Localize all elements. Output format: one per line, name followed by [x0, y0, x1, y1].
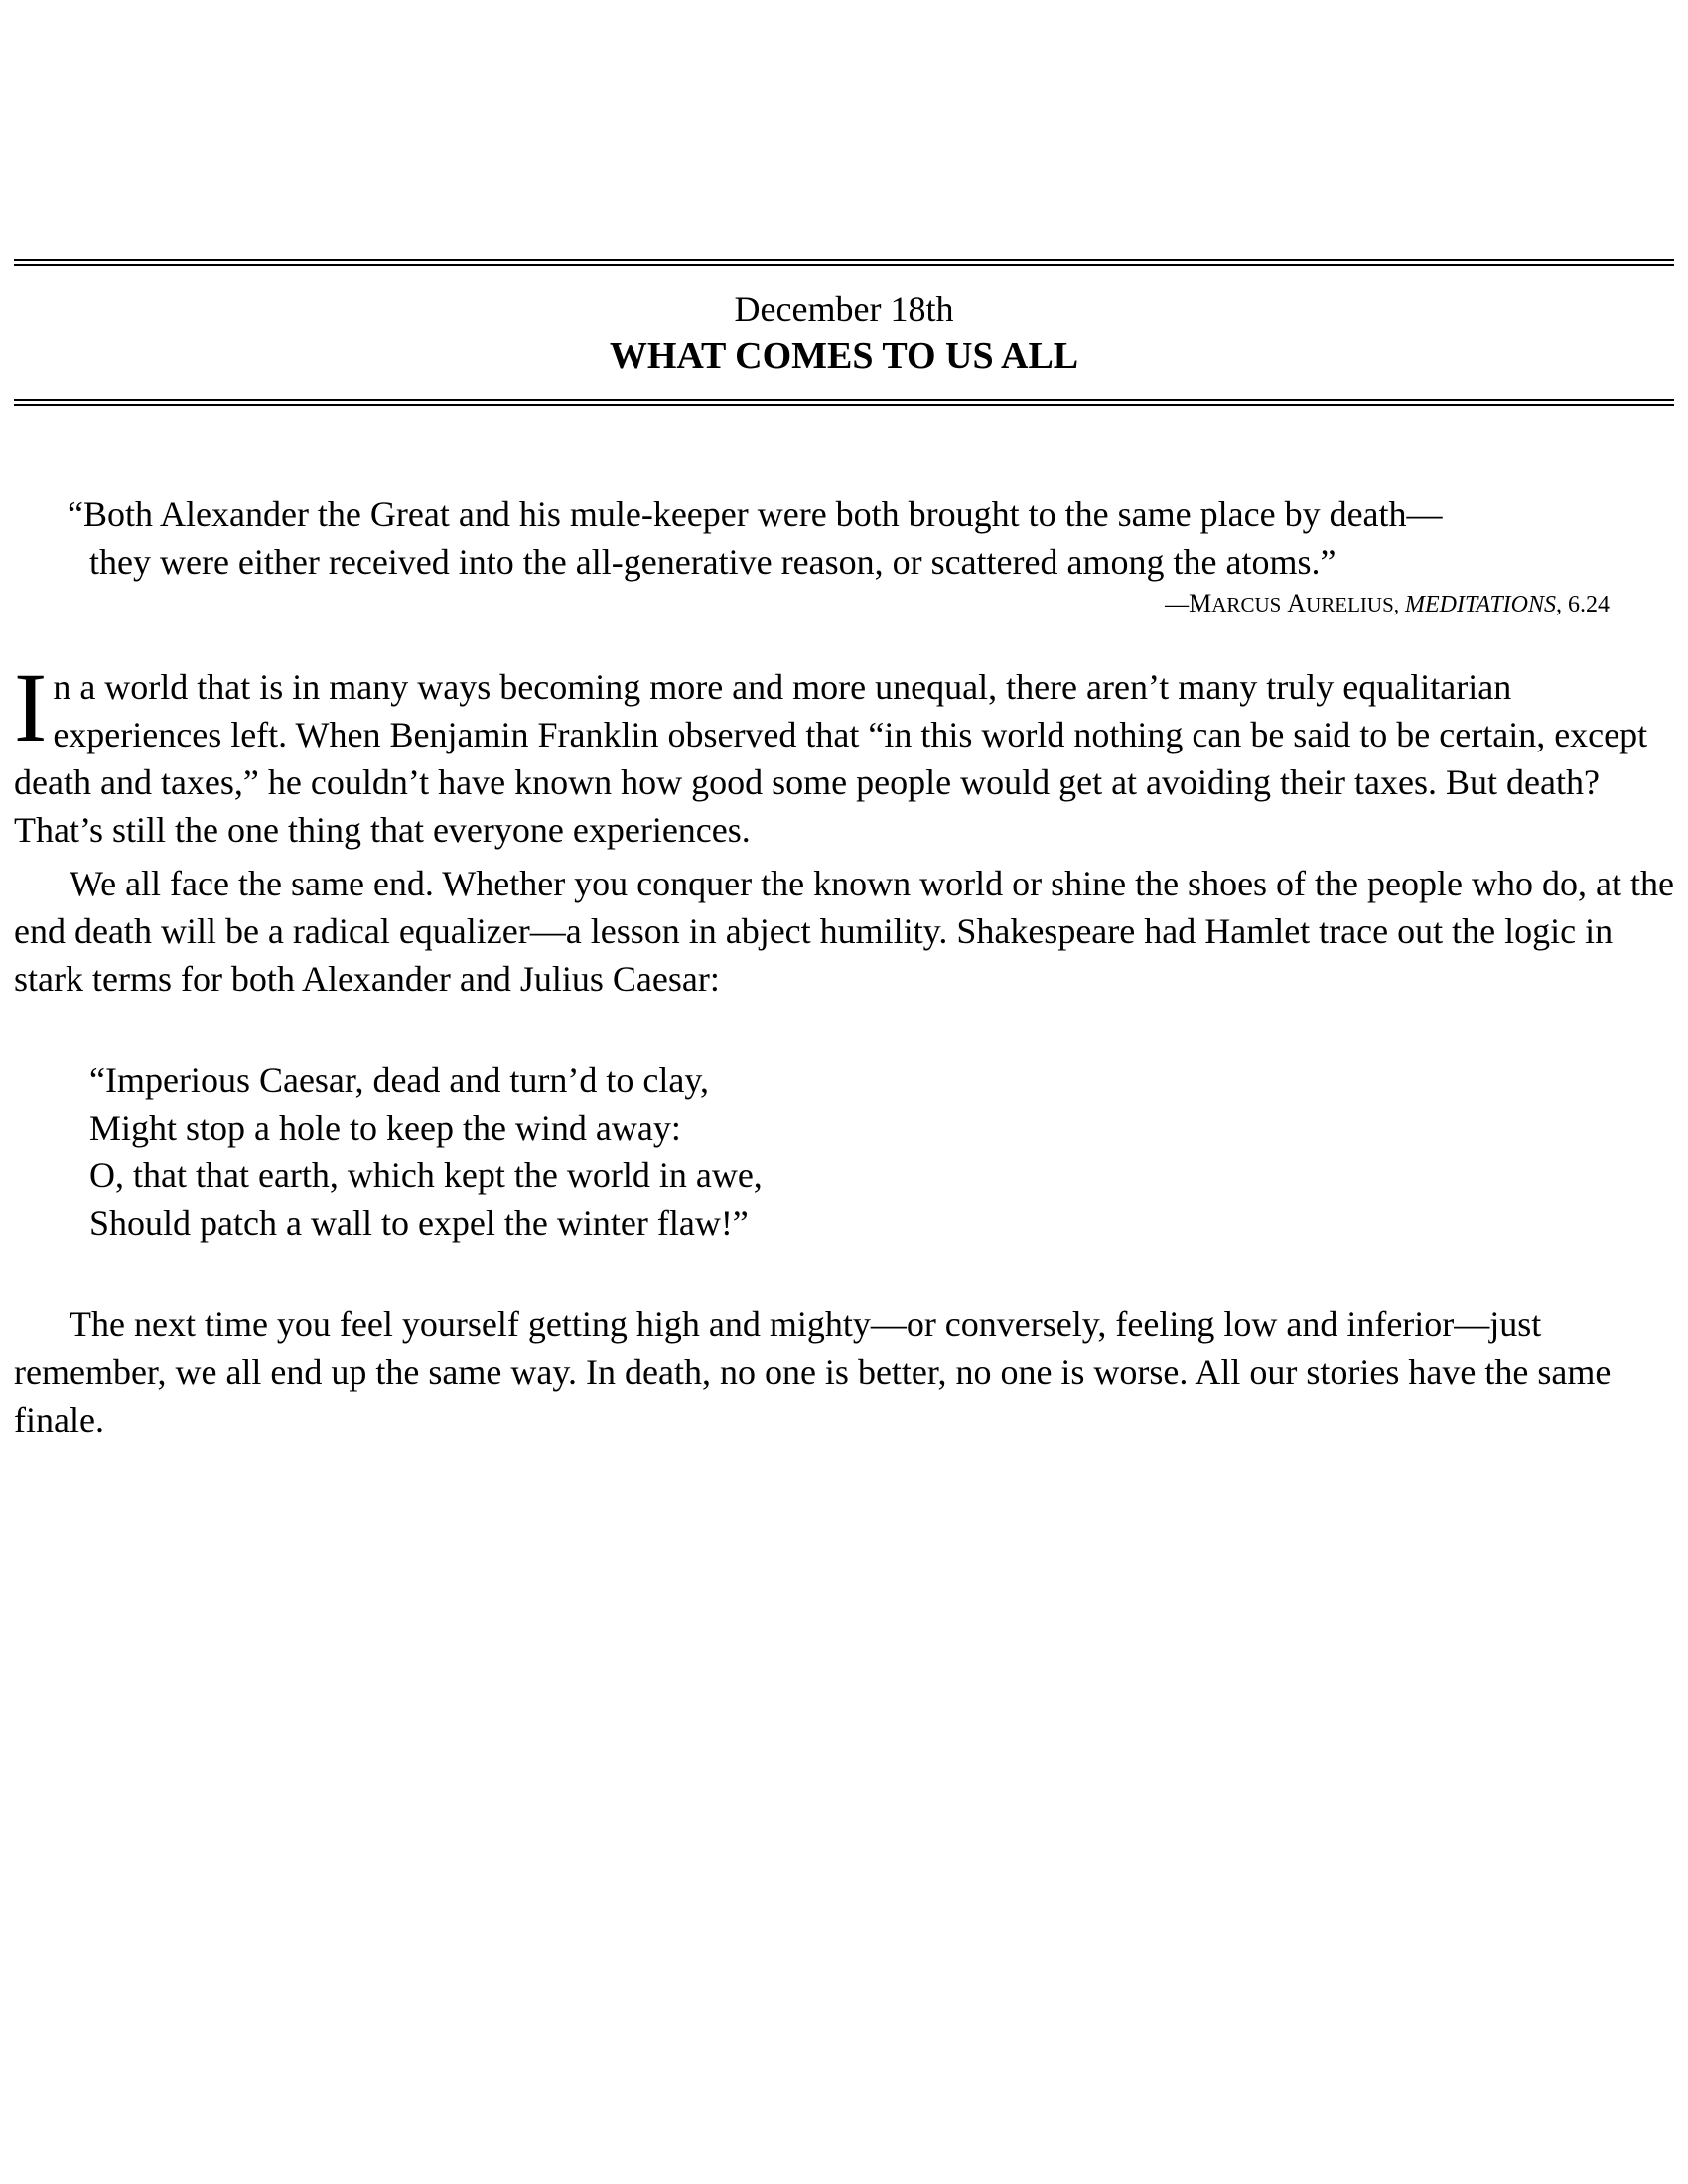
paragraph-3: The next time you feel yourself getting high and mighty—or conversely, feeling low and inferior—just remember, we all end up the same way. In death, no one is better, no one is worse. All our stories have the same finale.: [14, 1304, 1612, 1439]
header-bottom-rule: [14, 399, 1674, 406]
entry-date: December 18th: [734, 289, 954, 329]
epigraph-line-2: they were either received into the all-generative reason, or scattered among the atoms.”: [89, 542, 1336, 582]
epigraph-attribution: [1165, 589, 1610, 619]
entry-title: WHAT COMES TO US ALL: [609, 336, 1079, 377]
verse-quote: [89, 1056, 763, 1247]
attribution-dash: —: [1165, 592, 1190, 617]
author-first-rest: ARCUS: [1211, 593, 1282, 616]
author-first-initial: M: [1189, 589, 1212, 617]
work-reference: , 6.24: [1556, 592, 1610, 617]
work-title: MEDITATIONS: [1405, 592, 1556, 617]
verse-line-2: Might stop a hole to keep the wind away:: [89, 1108, 681, 1148]
paragraph-2: We all face the same end. Whether you conquer the known world or shine the shoes of the people who do, at the end death will be a radical equalizer—a lesson in abject humility. Shakespeare had Hamlet trace out the logic in stark terms for both Alexander and Julius Caesar:: [14, 864, 1674, 999]
epigraph-line-1: “Both Alexander the Great and his mule-keeper were both brought to the same place by death—: [68, 494, 1443, 534]
drop-cap: I: [14, 652, 48, 762]
paragraph-1: [14, 652, 1674, 854]
verse-line-1: “Imperious Caesar, dead and turn’d to clay,: [89, 1060, 709, 1100]
epigraph-quote: [68, 490, 1597, 586]
author-last-initial: A: [1287, 589, 1307, 617]
verse-line-4: Should patch a wall to expel the winter flaw!”: [89, 1203, 749, 1243]
paragraph-1-text: n a world that is in many ways becoming more and more unequal, there aren’t many truly equalitarian experiences left. When Benjamin Franklin observed that “in this world nothing can be said to be certain, except death and taxes,” he couldn’t have known how good some people would get at avoiding their taxes. But death? That’s still the one thing that everyone experiences.: [14, 667, 1648, 850]
author-last-rest: URELIUS,: [1306, 593, 1399, 616]
header-top-rule: [14, 259, 1674, 266]
verse-line-3: O, that that earth, which kept the world in awe,: [89, 1156, 763, 1195]
